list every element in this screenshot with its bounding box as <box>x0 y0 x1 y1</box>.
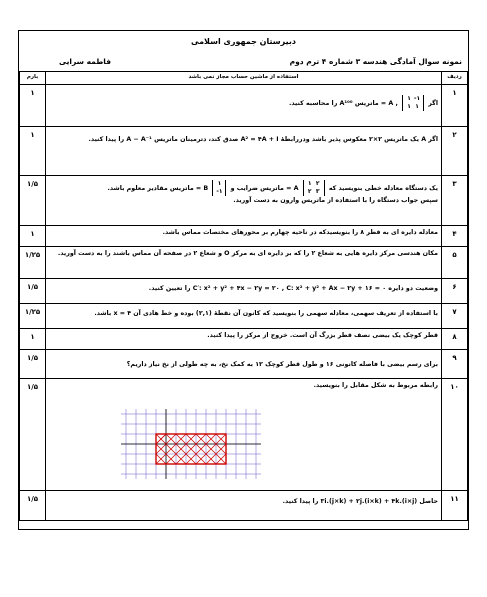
question-number: ۹ <box>442 350 468 379</box>
header <box>19 31 468 71</box>
coordinate-graph <box>116 404 266 484</box>
exam-sheet <box>18 30 469 530</box>
question-score: ۱/۵ <box>20 176 46 226</box>
col-score: بارم <box>20 72 46 85</box>
table-row <box>20 176 468 226</box>
questions-table <box>19 71 468 521</box>
teacher-name: فاطمه سرایی <box>59 57 111 66</box>
table-row <box>20 491 468 521</box>
table-row <box>20 127 468 176</box>
q3-part3: B = ماتریس مقادیر معلوم باشد. <box>107 185 209 192</box>
question-score: ۱/۵ <box>20 491 46 521</box>
table-row <box>20 350 468 379</box>
matrix: ۱ -۱ ۱ ۱ <box>402 95 424 111</box>
question-number: ۱۱ <box>442 491 468 521</box>
question-score: ۱/۲۵ <box>20 304 46 329</box>
q10-text: رابطه مربوط به شکل مقابل را بنویسید. <box>313 382 438 389</box>
table-row <box>20 379 468 491</box>
table-row <box>20 85 468 127</box>
q1-part3: A¹⁰⁰ را محاسبه کنید. <box>288 100 353 107</box>
question-text: مکان هندسی مرکز دایره هایی به شعاع ۲ را که بر دایره ای به مرکز O و شعاع ۲ در صفحه آن مماس باشند را به دست آورید. <box>46 247 442 279</box>
question-number: ۱۰ <box>442 379 468 491</box>
question-text: اگر A یک ماتریس ۲×۲ معکوس پذیر باشد ودررابطۀ A² = ۴A + I صدق کند، دترمینان ماتریس A − A⁻¹ را پیدا کنید. <box>46 127 442 176</box>
question-number: ۶ <box>442 279 468 304</box>
q3-part2: A = ماتریس ضرایب و <box>230 185 299 192</box>
question-text: حاصل ۳i.(j×k) + ۲j.(i×k) + ۴k.(i×j) را پیدا کنید. <box>46 491 442 521</box>
table-row <box>20 279 468 304</box>
q3-part4: سپس جواب دستگاه را با استفاده از ماتریس وارون به دست آورید. <box>233 197 438 204</box>
question-score: ۱/۵ <box>20 279 46 304</box>
q1-part2: , A = ماتریس <box>354 100 398 107</box>
table-row <box>20 247 468 279</box>
question-text <box>46 85 442 127</box>
question-number: ۸ <box>442 329 468 350</box>
question-number: ۱ <box>442 85 468 127</box>
question-text: قطر کوچک یک بیضی نصف قطر بزرگ آن است. خروج از مرکز را پیدا کنید. <box>46 329 442 350</box>
exam-title: نمونه سوال آمادگی هندسه ۳ شماره ۴ ترم دوم <box>289 57 462 66</box>
matrix: ۱ -۱ <box>212 180 226 196</box>
question-number: ۲ <box>442 127 468 176</box>
question-text <box>46 176 442 226</box>
q1-part1: اگر <box>428 100 438 107</box>
question-number: ۷ <box>442 304 468 329</box>
col-note: استفاده از ماشین حساب مجاز نمی باشد <box>46 72 442 85</box>
q3-part1: یک دستگاه معادله خطی بنویسید که <box>328 185 438 192</box>
question-score: ۱/۵ <box>20 350 46 379</box>
table-row <box>20 304 468 329</box>
table-row <box>20 226 468 247</box>
question-score: ۱ <box>20 85 46 127</box>
question-text: وضعیت دو دایره C′: x² + y² + ۴x − ۲y = ۲۰ , C: x² + y² + Ax − ۲y + ۱۶ = ۰ را تعیین کنید. <box>46 279 442 304</box>
question-score: ۱ <box>20 226 46 247</box>
question-score: ۱ <box>20 127 46 176</box>
question-score: ۱ <box>20 329 46 350</box>
question-number: ۵ <box>442 247 468 279</box>
col-row: ردیف <box>442 72 468 85</box>
question-number: ۳ <box>442 176 468 226</box>
question-text <box>46 379 442 491</box>
question-text: برای رسم بیضی با فاصله کانونی ۱۶ و طول قطر کوچک ۱۲ به کمک نخ، به چه طولی از نخ نیاز داریم؟ <box>46 350 442 379</box>
school-title: دبیرستان جمهوری اسلامی <box>191 37 296 46</box>
question-number: ۴ <box>442 226 468 247</box>
question-score: ۱/۵ <box>20 379 46 491</box>
question-score: ۱/۲۵ <box>20 247 46 279</box>
question-text: معادله دایره ای به قطر ۸ را بنویسیدکه در ناحیه چهارم بر محورهای مختصات مماس باشد. <box>46 226 442 247</box>
table-row <box>20 329 468 350</box>
question-text: با استفاده از تعریف سهمی، معادله سهمی را بنویسید که کانون آن نقطۀ (۲,۱) بوده و خط هادی آن x = ۴ باشد. <box>46 304 442 329</box>
table-header <box>20 72 468 85</box>
matrix: ۱ ۲ ۲ ۳ <box>303 180 325 196</box>
